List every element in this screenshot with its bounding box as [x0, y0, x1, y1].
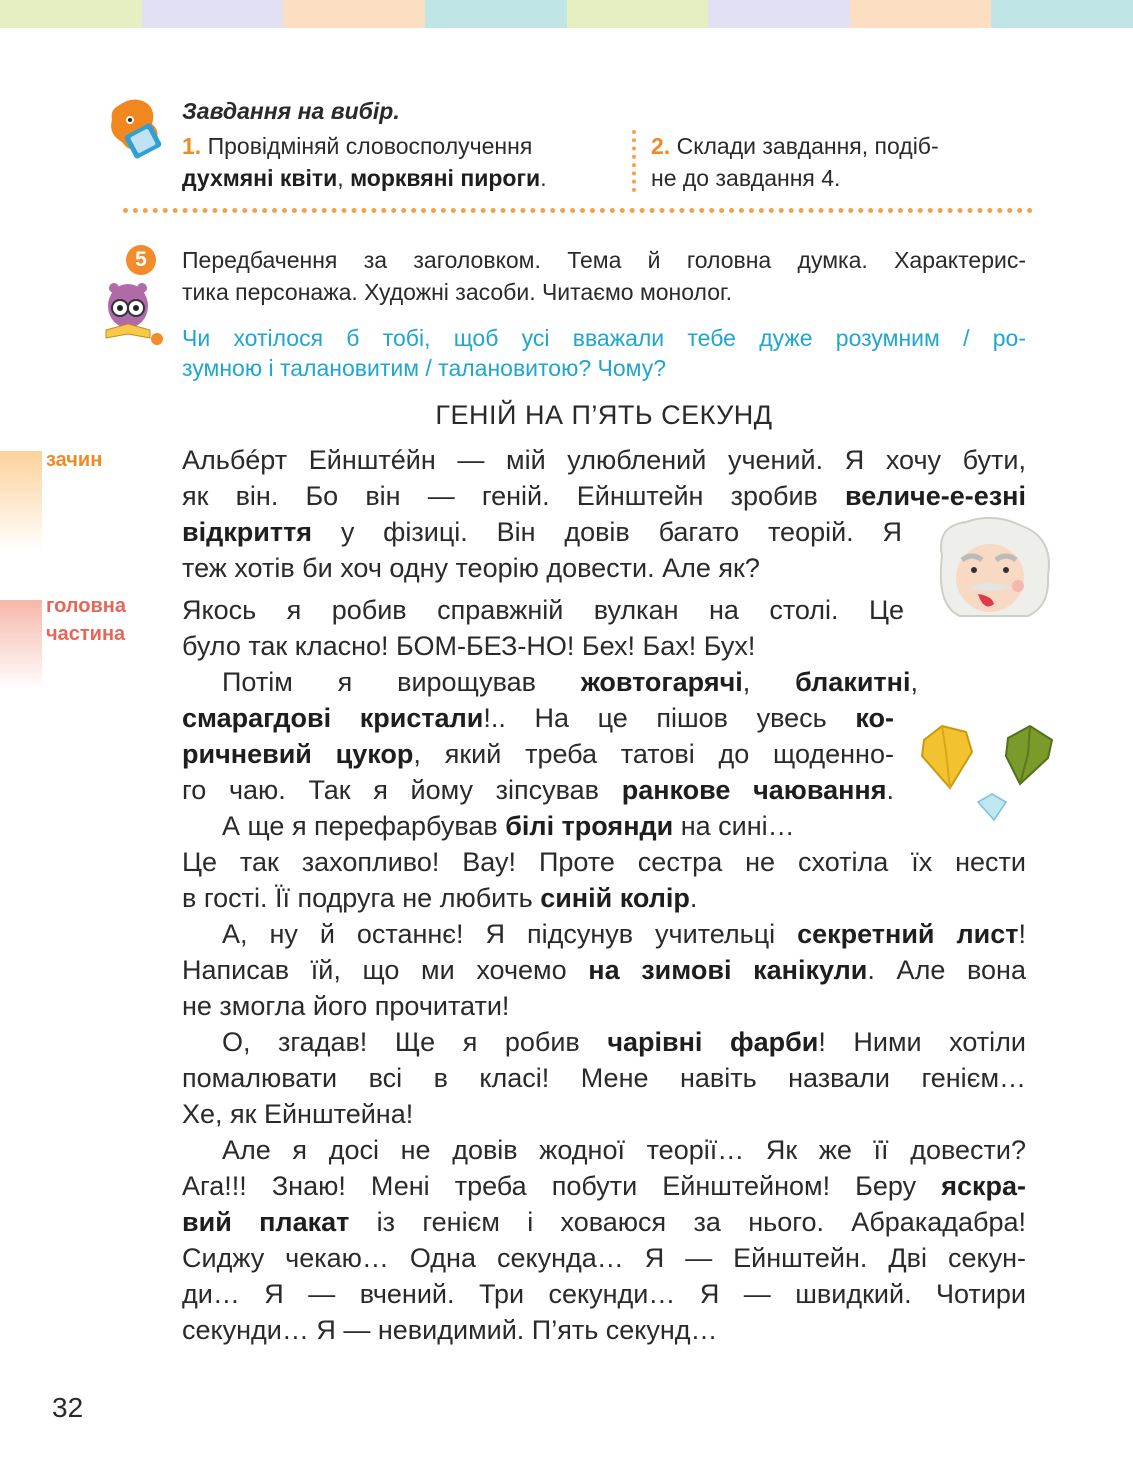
einstein-face-icon — [932, 516, 1056, 628]
story-line-21 — [182, 1168, 1026, 1204]
story-line-12: Це так захопливо! Вау! Проте сестра не схотіла їх нести — [182, 847, 1026, 877]
top-color-stripes — [0, 0, 1133, 28]
margin-bar-main — [0, 600, 42, 690]
text-span: О, згадав! Ще я робив — [222, 1027, 608, 1057]
margin-label-main-1: головна — [46, 595, 126, 617]
text-span: ! Ними хотіли — [818, 1027, 1026, 1057]
stripe — [708, 0, 850, 28]
mascot-book-icon — [104, 98, 170, 168]
text-span: на сині… — [673, 811, 795, 841]
text-span: із генієм і ховаюся за нього. Абракадабра! — [349, 1207, 1027, 1237]
question-bullet — [151, 333, 163, 345]
story-line-15 — [182, 952, 1026, 988]
text-span: А, ну й останнє! Я підсунув учительці — [222, 919, 798, 949]
task-1-phrase-2: морквяні пироги — [350, 165, 541, 191]
task-2-number: 2. — [651, 133, 671, 159]
story-line-24: ди… Я — вчений. Три секунди… Я — швидкий. Чотири — [182, 1279, 1026, 1309]
text-span: у фізиці. Він довів багато теорій. Я — [312, 517, 902, 547]
story-line-25: секунди… Я — невидимий. П’ять секунд… — [182, 1315, 718, 1345]
margin-bar-intro — [0, 451, 42, 551]
story-line-9 — [182, 736, 894, 772]
text-span: . — [689, 883, 698, 913]
exercise-header-line-2: тика персонажа. Художні засоби. Читаємо монолог. — [182, 279, 732, 305]
task-1-number: 1. — [182, 133, 202, 159]
stripe — [567, 0, 709, 28]
story-title: ГЕНІЙ НА П’ЯТЬ СЕКУНД — [435, 400, 773, 430]
stripe — [850, 0, 992, 28]
stripe — [142, 0, 284, 28]
task-2-line-2: не до завдання 4. — [651, 165, 841, 191]
story-line-22 — [182, 1204, 1026, 1240]
question-line-2: зумною і талановитим / талановитою? Чому? — [182, 355, 666, 381]
story-line-11 — [222, 808, 795, 844]
story-line-5: Якось я робив справжній вулкан на столі. Це — [182, 595, 904, 625]
story-line-10 — [182, 772, 894, 808]
crystals-icon — [920, 722, 1056, 824]
story-line-6: було так класно! БОМ-БЕЗ-НО! Бех! Бах! Бух! — [182, 631, 756, 661]
task-1-line-1 — [182, 130, 532, 162]
story-line-3 — [182, 514, 902, 550]
text-span: як він. Бо він — геній. Ейнштейн зробив — [182, 481, 846, 511]
bold-phrase: синій колір — [540, 883, 690, 913]
stripe — [283, 0, 425, 28]
story-line-23: Сиджу чекаю… Одна секунда… Я — Ейнштейн. Дві секун- — [182, 1243, 1026, 1273]
text-span: , який треба татові до щоденно- — [413, 739, 894, 769]
bold-phrase: смарагдові кристали — [182, 703, 484, 733]
task-1-end: . — [540, 165, 547, 191]
text-span: А ще я перефарбував — [222, 811, 506, 841]
choice-title: Завдання на вибір. — [182, 98, 400, 124]
story-line-13 — [182, 880, 697, 916]
bold-phrase: ричневий цукор — [182, 739, 414, 769]
stripe — [425, 0, 567, 28]
owl-reader-icon — [102, 280, 154, 344]
task-2-text: Склади завдання, подіб- — [676, 133, 939, 159]
story-line-17 — [222, 1024, 1026, 1060]
story-line-8 — [182, 700, 894, 736]
story-line-16: не змогла його прочитати! — [182, 991, 510, 1021]
story-line-7 — [222, 664, 918, 700]
page-number: 32 — [52, 1392, 84, 1423]
dotted-divider — [123, 208, 1033, 213]
task-1-phrase-1: духмяні квіти — [182, 165, 338, 191]
task-1-text: Провідміняй словосполучення — [207, 133, 533, 159]
text-span: Написав їй, що ми хочемо — [182, 955, 589, 985]
text-span: . Але вона — [867, 955, 1026, 985]
bold-phrase: жовтогарячі — [580, 667, 743, 697]
text-span: , — [910, 667, 918, 697]
bold-phrase: секретний лист — [797, 919, 1019, 949]
story-line-19: Хе, як Ейнштейна! — [182, 1099, 414, 1129]
stripe — [991, 0, 1133, 28]
story-line-1: Альбéрт Ейнштéйн — мій улюблений учений. Я хочу бути, — [182, 445, 1026, 475]
story-line-20: Але я досі не довів жодної теорії… Як же її довести? — [222, 1135, 1026, 1165]
text-span: Потім я вирощував — [222, 667, 581, 697]
task-1-line-2 — [182, 162, 547, 194]
margin-label-main-2: частина — [46, 623, 126, 645]
bold-phrase: яскра- — [941, 1171, 1026, 1201]
bold-phrase: величе-е-езні — [845, 481, 1026, 511]
story-line-4: теж хотів би хоч одну теорію довести. Але як? — [182, 553, 760, 583]
task-1-sep: , — [337, 165, 351, 191]
story-line-2 — [182, 478, 1026, 514]
bold-phrase: вий плакат — [182, 1207, 350, 1237]
vertical-divider — [632, 130, 636, 192]
question-line-1: Чи хотілося б тобі, щоб усі вважали тебе дуже розумним / ро- — [182, 325, 1026, 351]
text-span: . — [886, 775, 894, 805]
margin-label-intro: зачин — [46, 449, 103, 471]
bold-phrase: ко- — [855, 703, 894, 733]
stripe — [0, 0, 142, 28]
exercise-number-badge: 5 — [126, 245, 156, 275]
text-span: , — [742, 667, 796, 697]
text-span: в гості. Її подруга не любить — [182, 883, 541, 913]
bold-phrase: білі троянди — [505, 811, 674, 841]
story-line-14 — [222, 916, 1026, 952]
bold-phrase: відкриття — [182, 517, 313, 547]
exercise-header-line-1: Передбачення за заголовком. Тема й головна думка. Характерис- — [182, 247, 1026, 273]
text-span: го чаю. Так я йому зіпсував — [182, 775, 622, 805]
story-line-18: помалювати всі в класі! Мене навіть назвали генієм… — [182, 1063, 1026, 1093]
text-span: Ага!!! Знаю! Мені треба побути Ейнштейном! Беру — [182, 1171, 942, 1201]
bold-phrase: чарівні фарби — [607, 1027, 819, 1057]
text-span: !.. На це пішов увесь — [483, 703, 856, 733]
task-2-line-1 — [651, 130, 939, 162]
bold-phrase: блакитні — [795, 667, 911, 697]
bold-phrase: на зимові канікули — [588, 955, 868, 985]
bold-phrase: ранкове чаювання — [621, 775, 887, 805]
text-span: ! — [1018, 919, 1026, 949]
